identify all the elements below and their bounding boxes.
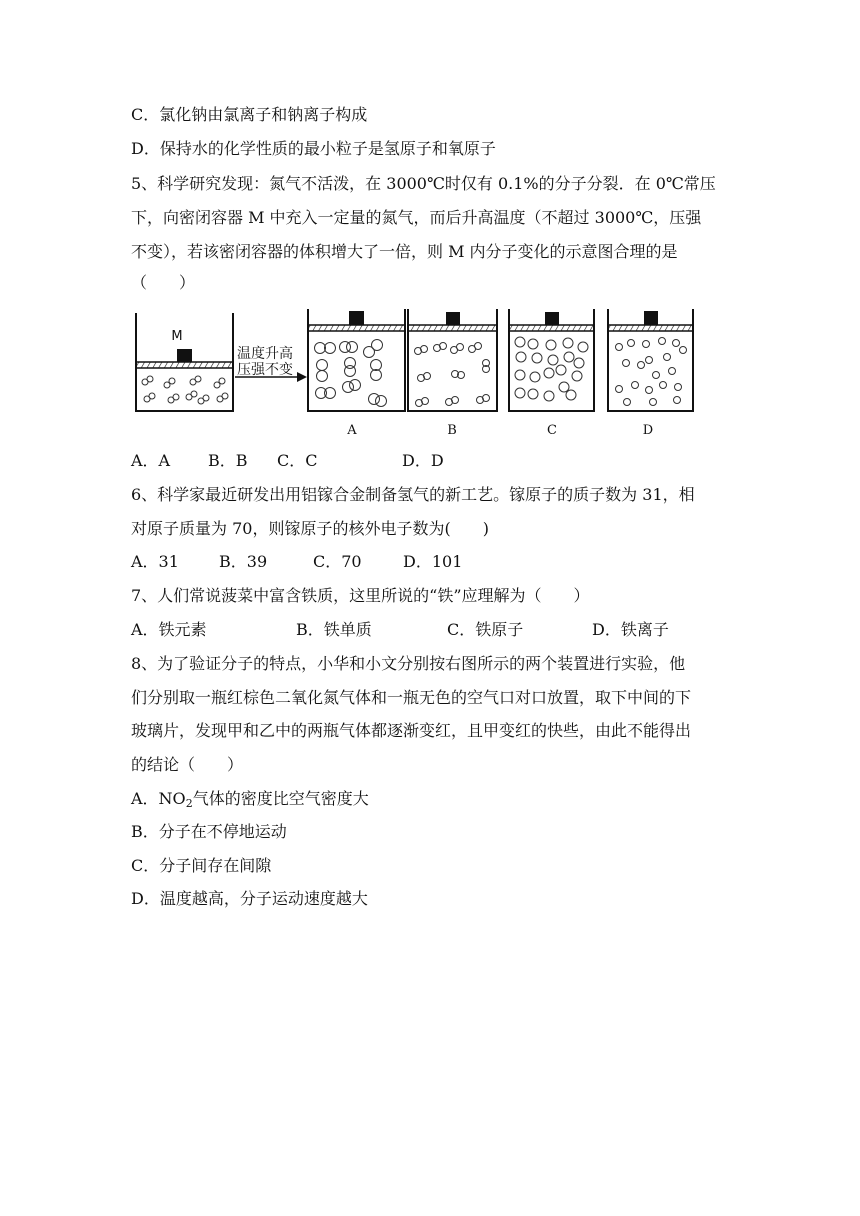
q4-option-d: D．保持水的化学性质的最小粒子是氢原子和氧原子: [131, 139, 496, 158]
q5-figure: [131, 305, 701, 437]
q5-stem-line-1: 5、科学研究发现：氮气不活泼，在 3000℃时仅有 0.1%的分子分裂．在 0℃常压: [131, 174, 716, 193]
q7-option-b: B．铁单质: [296, 620, 372, 639]
q6-option-d: D．101: [403, 552, 463, 571]
q8-option-d: D．温度越高，分子运动速度越大: [131, 889, 368, 908]
q6-option-c: C．70: [313, 552, 362, 571]
container-c: [509, 309, 594, 411]
q5-option-b: B．B: [208, 451, 248, 470]
q8-stem-line-3: 玻璃片，发现甲和乙中的两瓶气体都逐渐变红，且甲变红的快些，由此不能得出: [131, 721, 692, 740]
q6-stem-line-2: 对原子质量为 70，则镓原子的核外电子数为( ): [131, 519, 489, 538]
figure-label-c: C: [547, 423, 557, 437]
piston-plate: [136, 362, 233, 368]
q6-stem-line-1: 6、科学家最近研发出用铝镓合金制备氢气的新工艺。镓原子的质子数为 31，相: [131, 485, 695, 504]
q5-option-d: D．D: [402, 451, 444, 470]
q4-option-c: C．氯化钠由氯离子和钠离子构成: [131, 105, 368, 124]
figure-label-d: D: [642, 423, 654, 437]
figure-label-a: A: [347, 423, 357, 437]
q7-option-d: D．铁离子: [592, 620, 669, 639]
q8-stem-line-2: 们分别取一瓶红棕色二氧化氮气体和一瓶无色的空气口对口放置，取下中间的下: [131, 688, 692, 707]
molecules: [142, 337, 687, 407]
arrow-text-2: 压强不变: [237, 362, 293, 378]
arrow-text-1: 温度升高: [237, 346, 293, 362]
q8-stem-line-1: 8、为了验证分子的特点，小华和小文分别按右图所示的两个装置进行实验，他: [131, 654, 686, 673]
figure-label-b: B: [447, 423, 457, 437]
q5-option-c: C．C: [277, 451, 318, 470]
container-d: [608, 309, 693, 411]
piston-weight: [177, 349, 192, 362]
q5-stem-line-3: 不变），若该密闭容器的体积增大了一倍，则 M 内分子变化的示意图合理的是: [131, 242, 678, 261]
q5-option-a: A．A: [131, 451, 171, 470]
q6-option-a: A．31: [131, 552, 179, 571]
q8-option-c: C．分子间存在间隙: [131, 856, 272, 875]
q8-option-b: B．分子在不停地运动: [131, 822, 287, 841]
q6-option-b: B．39: [219, 552, 268, 571]
q5-stem-line-4: （ ）: [131, 273, 196, 292]
q8-option-a: A．$NO_2$气体的密度比空气密度大: [131, 789, 369, 810]
q8-stem-line-4: 的结论（ ）: [131, 755, 244, 774]
q5-stem-line-2: 下，向密闭容器 M 中充入一定量的氮气，而后升高温度（不超过 3000℃，压强: [131, 208, 702, 227]
q7-option-c: C．铁原子: [447, 620, 524, 639]
q7-option-a: A．铁元素: [131, 620, 207, 639]
q7-stem: 7、人们常说菠菜中富含铁质，这里所说的“铁”应理解为（ ）: [131, 586, 590, 605]
container-m-label: M: [171, 329, 183, 344]
